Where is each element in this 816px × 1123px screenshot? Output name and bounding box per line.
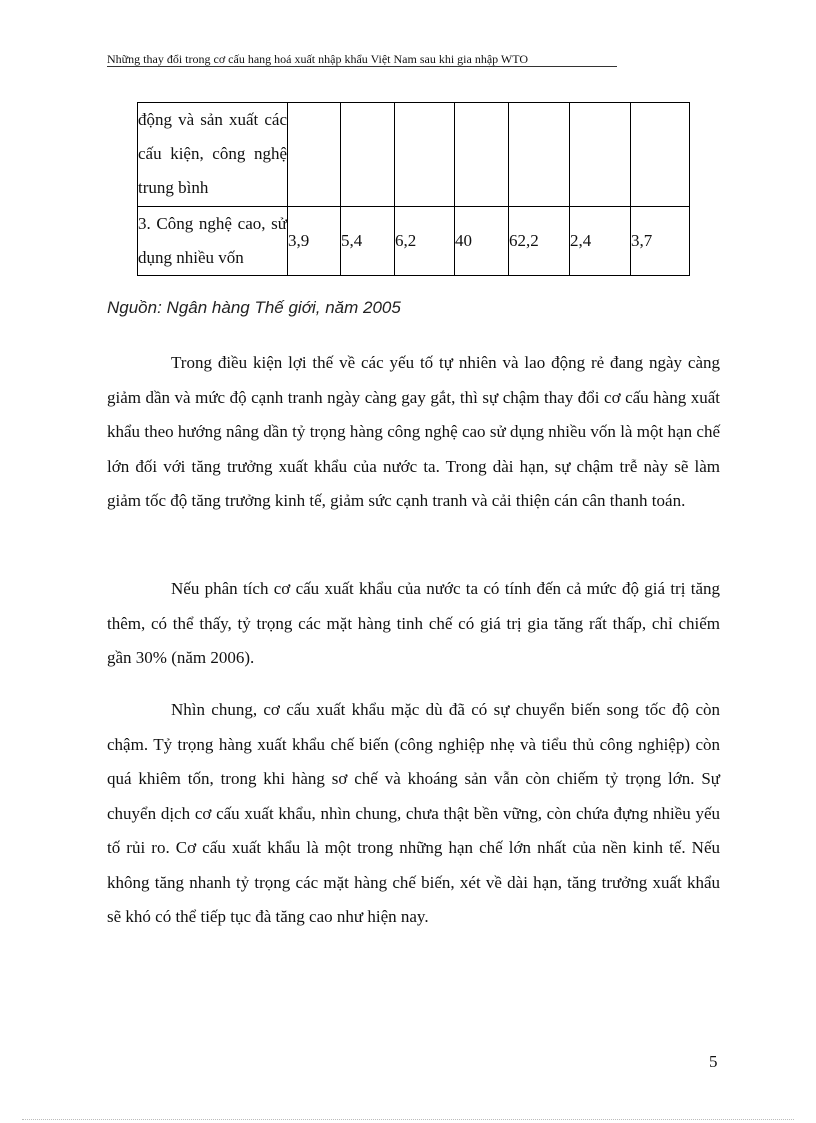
table-cell: 40 bbox=[455, 207, 509, 276]
table-cell bbox=[455, 103, 509, 207]
table-cell bbox=[509, 103, 570, 207]
data-table bbox=[137, 102, 690, 276]
body-paragraph-2: Nếu phân tích cơ cấu xuất khẩu của nước ta có tính đến cả mức độ giá trị tăng thêm, có thể thấy, tỷ trọng các mặt hàng tinh chế có giá trị gia tăng rất thấp, chỉ chiếm gần 30% (năm 2006). bbox=[107, 579, 720, 667]
table-row-label: 3. Công nghệ cao, sử dụng nhiều vốn bbox=[138, 207, 288, 276]
table-cell: 2,4 bbox=[570, 207, 631, 276]
table-row bbox=[138, 207, 690, 276]
page-header: Những thay đổi trong cơ cấu hang hoá xuất nhập khẩu Việt Nam sau khi gia nhập WTO bbox=[107, 52, 617, 67]
table-cell: 3,7 bbox=[631, 207, 690, 276]
body-paragraph-1: Trong điều kiện lợi thế về các yếu tố tự nhiên và lao động rẻ đang ngày càng giảm dần và mức độ cạnh tranh ngày càng gay gắt, thì sự chậm thay đổi cơ cấu hàng xuất khẩu theo hướng nâng dần tỷ trọng hàng công nghệ cao sử dụng nhiều vốn là một hạn chế lớn đối với tăng trưởng xuất khẩu của nước ta. Trong dài hạn, sự chậm trễ này sẽ làm giảm tốc độ tăng trưởng kinh tế, giảm sức cạnh tranh và cải thiện cán cân thanh toán. bbox=[107, 353, 720, 510]
page-edge-divider bbox=[22, 1119, 794, 1120]
page-number: 5 bbox=[709, 1052, 718, 1071]
body-paragraph-3: Nhìn chung, cơ cấu xuất khẩu mặc dù đã có sự chuyển biến song tốc độ còn chậm. Tỷ trọng hàng xuất khẩu chế biến (công nghiệp nhẹ và tiểu thủ công nghiệp) còn quá khiêm tốn, trong khi hàng sơ chế và khoáng sản vẫn còn chiếm tỷ trọng lớn. Sự chuyển dịch cơ cấu xuất khẩu, nhìn chung, chưa thật bền vững, còn chứa đựng nhiều yếu tố rủi ro. Cơ cấu xuất khẩu là một trong những hạn chế lớn nhất của nền kinh tế. Nếu không tăng nhanh tỷ trọng các mặt hàng chế biến, xét về dài hạn, tăng trưởng xuất khẩu sẽ khó có thể tiếp tục đà tăng cao như hiện nay. bbox=[107, 700, 720, 926]
table-cell: 6,2 bbox=[395, 207, 455, 276]
table-cell: 62,2 bbox=[509, 207, 570, 276]
table-cell bbox=[395, 103, 455, 207]
table-cell bbox=[570, 103, 631, 207]
table-row bbox=[138, 103, 690, 207]
table-cell: 3,9 bbox=[288, 207, 341, 276]
source-note: Nguồn: Ngân hàng Thế giới, năm 2005 bbox=[107, 298, 401, 317]
table-cell bbox=[631, 103, 690, 207]
table-cell bbox=[288, 103, 341, 207]
table-row-label: động và sản xuất các cấu kiện, công nghệ trung bình bbox=[138, 103, 288, 207]
table-cell: 5,4 bbox=[341, 207, 395, 276]
table-cell bbox=[341, 103, 395, 207]
